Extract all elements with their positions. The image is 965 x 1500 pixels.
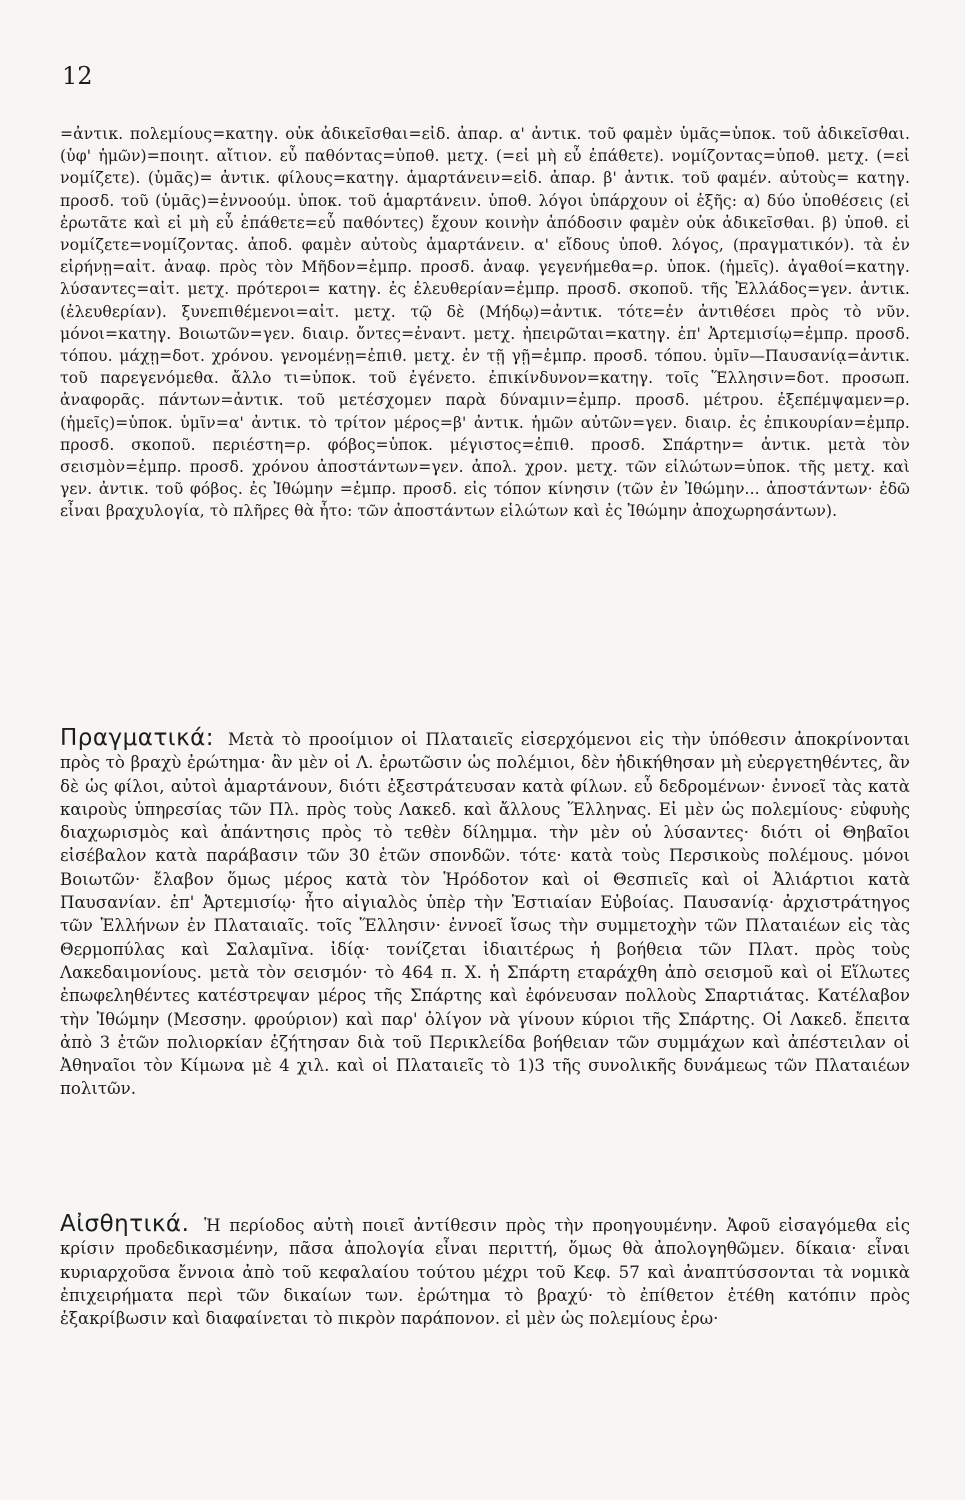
- section-heading-praktika: Πραγματικά:: [60, 725, 215, 751]
- grammar-notes: =ἀντικ. πολεμίους=κατηγ. οὐκ ἀδικεῖσθαι=εἰδ. ἀπαρ. α' ἀντικ. τοῦ φαμὲν ὑμᾶς=ὑποκ. τοῦ ἀδικεῖσθαι. (ὑφ' ἡμῶν)=ποιητ. αἴτιον. εὖ παθόντας=ὑποθ. μετχ. (=εἰ μὴ εὖ ἐπάθετε). νομίζοντας=ὑποθ. μετχ. (=εἰ νομίζετε). (ὑμᾶς)= ἀντικ. φίλους=κατηγ. ἁμαρτάνειν=εἰδ. ἀπαρ. β' ἀντικ. τοῦ φαμέν. αὐτοὺς= κατηγ. προσδ. τοῦ (ὑμᾶς)=ἐννοούμ. ὑποκ. τοῦ ἁμαρτάνειν. ὑποθ. λόγοι ὑπάρχουν οἱ ἑξῆς: α) δύο ὑποθέσεις (εἰ ἐρωτᾶτε καὶ εἰ μὴ εὖ ἐπάθετε=εὖ παθόντες) ἔχουν κοινὴν ἀπόδοσιν φαμὲν οὐκ ἀδικεῖσθαι. β) ὑποθ. εἰ νομίζετε=νομίζοντας. ἀποδ. φαμὲν αὐτοὺς ἁμαρτάνειν. α' εἴδους ὑποθ. λόγος, (πραγματικόν). τὰ ἐν εἰρήνῃ=αἰτ. ἀναφ. πρὸς τὸν Μῆδον=ἐμπρ. προσδ. ἀναφ. γεγενήμεθα=ρ. ὑποκ. (ἡμεῖς). ἀγαθοί=κατηγ. λύσαντες=αἰτ. μετχ. πρότεροι= κατηγ. ἐς ἐλευθερίαν=ἐμπρ. προσδ. σκοποῦ. τῆς Ἑλλάδος=γεν. ἀντικ. (ἐλευθερίαν). ξυνεπιθέμενοι=αἰτ. μετχ. τῷ δὲ (Μήδῳ)=ἀντικ. τότε=ἐν ἀντιθέσει πρὸς τὸ νῦν. μόνοι=κατηγ. Βοιωτῶν=γεν. διαιρ. ὄντες=ἐναντ. μετχ. ἠπειρῶται=κατηγ. ἐπ' Ἀρτεμισίῳ=ἐμπρ. προσδ. τόπου. μάχῃ=δοτ. χρόνου. γενομένῃ=ἐπιθ. μετχ. ἐν τῇ γῇ=ἐμπρ. προσδ. τόπου. ὑμῖν—Παυσανίᾳ=ἀντικ. τοῦ παρεγενόμεθα. ἄλλο τι=ὑποκ. τοῦ ἐγένετο. ἐπικίνδυνον=κατηγ. τοῖς Ἕλλησιν=δοτ. προσωπ. ἀναφορᾶς. πάντων=ἀντικ. τοῦ μετέσχομεν παρὰ δύναμιν=ἐμπρ. προσδ. μέτρου. ἐξεπέμψαμεν=ρ. (ἡμεῖς)=ὑποκ. ὑμῖν=α' ἀντικ. τὸ τρίτον μέρος=β' ἀντικ. ἡμῶν αὐτῶν=γεν. διαιρ. ἐς ἐπικουρίαν=ἐμπρ. προσδ. σκοποῦ. περιέστη=ρ. φόβος=ὑποκ. μέγιστος=ἐπιθ. προσδ. Σπάρτην= ἀντικ. μετὰ τὸν σεισμὸν=ἐμπρ. προσδ. χρόνου ἀποστάντων=γεν. ἀπολ. χρον. μετχ. τῶν εἱλώτων=ὑποκ. τῆς μετχ. καὶ γεν. ἀντικ. τοῦ φόβος. ἐς Ἰθώμην =ἐμπρ. προσδ. εἰς τόπον κίνησιν (τῶν ἐν Ἰθώμην... ἀποστάντων· ἐδῶ εἶναι βραχυλογία, τὸ πλῆρες θὰ ἦτο: τῶν ἀποστάντων εἱλώτων καὶ ἐς Ἰθώμην ἀποχωρησάντων).: [60, 125, 910, 521]
- section-praktika: [60, 727, 910, 1101]
- section-heading-aisthitika: Αἰσθητικά.: [60, 1211, 190, 1237]
- section-body-aisthitika: Ἡ περίοδος αὐτὴ ποιεῖ ἀντίθεσιν πρὸς τὴν προηγουμένην. Ἀφοῦ εἰσαγόμεθα εἰς κρίσιν προδεδικασμένην, πᾶσα ἀπολογία εἶναι περιττή, ὅμως θὰ ἀπολογηθῶμεν. δίκαια· εἶναι κυριαρχοῦσα ἔννοια ἀπὸ τοῦ κεφαλαίου τούτου μέχρι τοῦ Κεφ. 57 καὶ ἀναπτύσσονται τὰ νομικὰ ἐπιχειρήματα περὶ τῶν δικαίων των. ἐρώτημα τὸ βραχύ· τὸ ἐπίθετον ἐτέθη κατόπιν πρὸς ἐξακρίβωσιν καὶ διαφαίνεται τὸ πικρὸν παράπονον. εἰ μὲν ὡς πολεμίους ἐρω·: [60, 1216, 911, 1329]
- section-body-praktika: Μετὰ τὸ προοίμιον οἱ Πλαταιεῖς εἰσερχόμενοι εἰς τὴν ὑπόθεσιν ἀποκρίνονται πρὸς τὸ βραχὺ ἐρώτημα· ἂν μὲν οἱ Λ. ἐρωτῶσιν ὡς πολέμιοι, δὲν ἠδικήθησαν μὴ εὐεργετηθέντες, ἂν δὲ ὡς φίλοι, αὐτοὶ ἁμαρτάνουν, διότι ἐξεστράτευσαν κατὰ φίλων. εὖ δεδρομένων· ἐννοεῖ τὰς κατὰ καιροὺς ὑπηρεσίας τῶν Πλ. πρὸς τοὺς Λακεδ. καὶ ἄλλους Ἕλληνας. Εἰ μὲν ὡς πολεμίους· εὐφυὴς διαχωρισμὸς καὶ ἀπάντησις πρὸς τὸ τεθὲν δίλημμα. τὴν μὲν οὐ λύσαντες· διότι οἱ Θηβαῖοι εἰσέβαλον κατὰ παράβασιν τῶν 30 ἐτῶν σπονδῶν. τότε· κατὰ τοὺς Περσικοὺς πολέμους. μόνοι Βοιωτῶν· ἔλαβον ὅμως μέρος κατὰ τὸν Ἡρόδοτον καὶ οἱ Θεσπιεῖς καὶ οἱ Ἀλιάρτιοι κατὰ Παυσανίαν. ἐπ' Ἀρτεμισίῳ· ἦτο αἰγιαλὸς ὑπὲρ τὴν Ἑστιαίαν Εὐβοίας. Παυσανίᾳ· ἀρχιστράτηγος τῶν Ἑλλήνων ἐν Πλαταιαῖς. τοῖς Ἕλλησιν· ἐννοεῖ ἴσως τὴν συμμετοχὴν τῶν Πλαταιέων εἰς τὰς Θερμοπύλας καὶ Σαλαμῖνα. ἰδίᾳ· τονίζεται ἰδιαιτέρως ἡ βοήθεια τῶν Πλατ. πρὸς τοὺς Λακεδαιμονίους. μετὰ τὸν σεισμόν· τὸ 464 π. Χ. ἡ Σπάρτη εταράχθη ἀπὸ σεισμοῦ καὶ οἱ Εἵλωτες ἐπωφεληθέντες κατέστρεψαν μέρος τῆς Σπάρτης καὶ ἐφόνευσαν πολλοὺς Σπαρτιάτας. Κατέλαβον τὴν Ἰθώμην (Μεσσην. φρούριον) καὶ παρ' ὀλίγον νὰ γίνουν κύριοι τῆς Σπάρτης. Οἱ Λακεδ. ἔπειτα ἀπὸ 3 ἐτῶν πολιορκίαν ἐζήτησαν διὰ τοῦ Περικλείδα βοήθειαν τῶν συμμάχων καὶ ἀπέστειλαν οἱ Ἀθηναῖοι τὸν Κίμωνα μὲ 4 χιλ. καὶ οἱ Πλαταιεῖς τὸ 1)3 τῆς συνολικῆς δυνάμεως τῶν Πλαταιέων πολιτῶν.: [60, 730, 911, 1099]
- section-aisthitika: [60, 1213, 910, 1330]
- page-number: 12: [62, 62, 93, 90]
